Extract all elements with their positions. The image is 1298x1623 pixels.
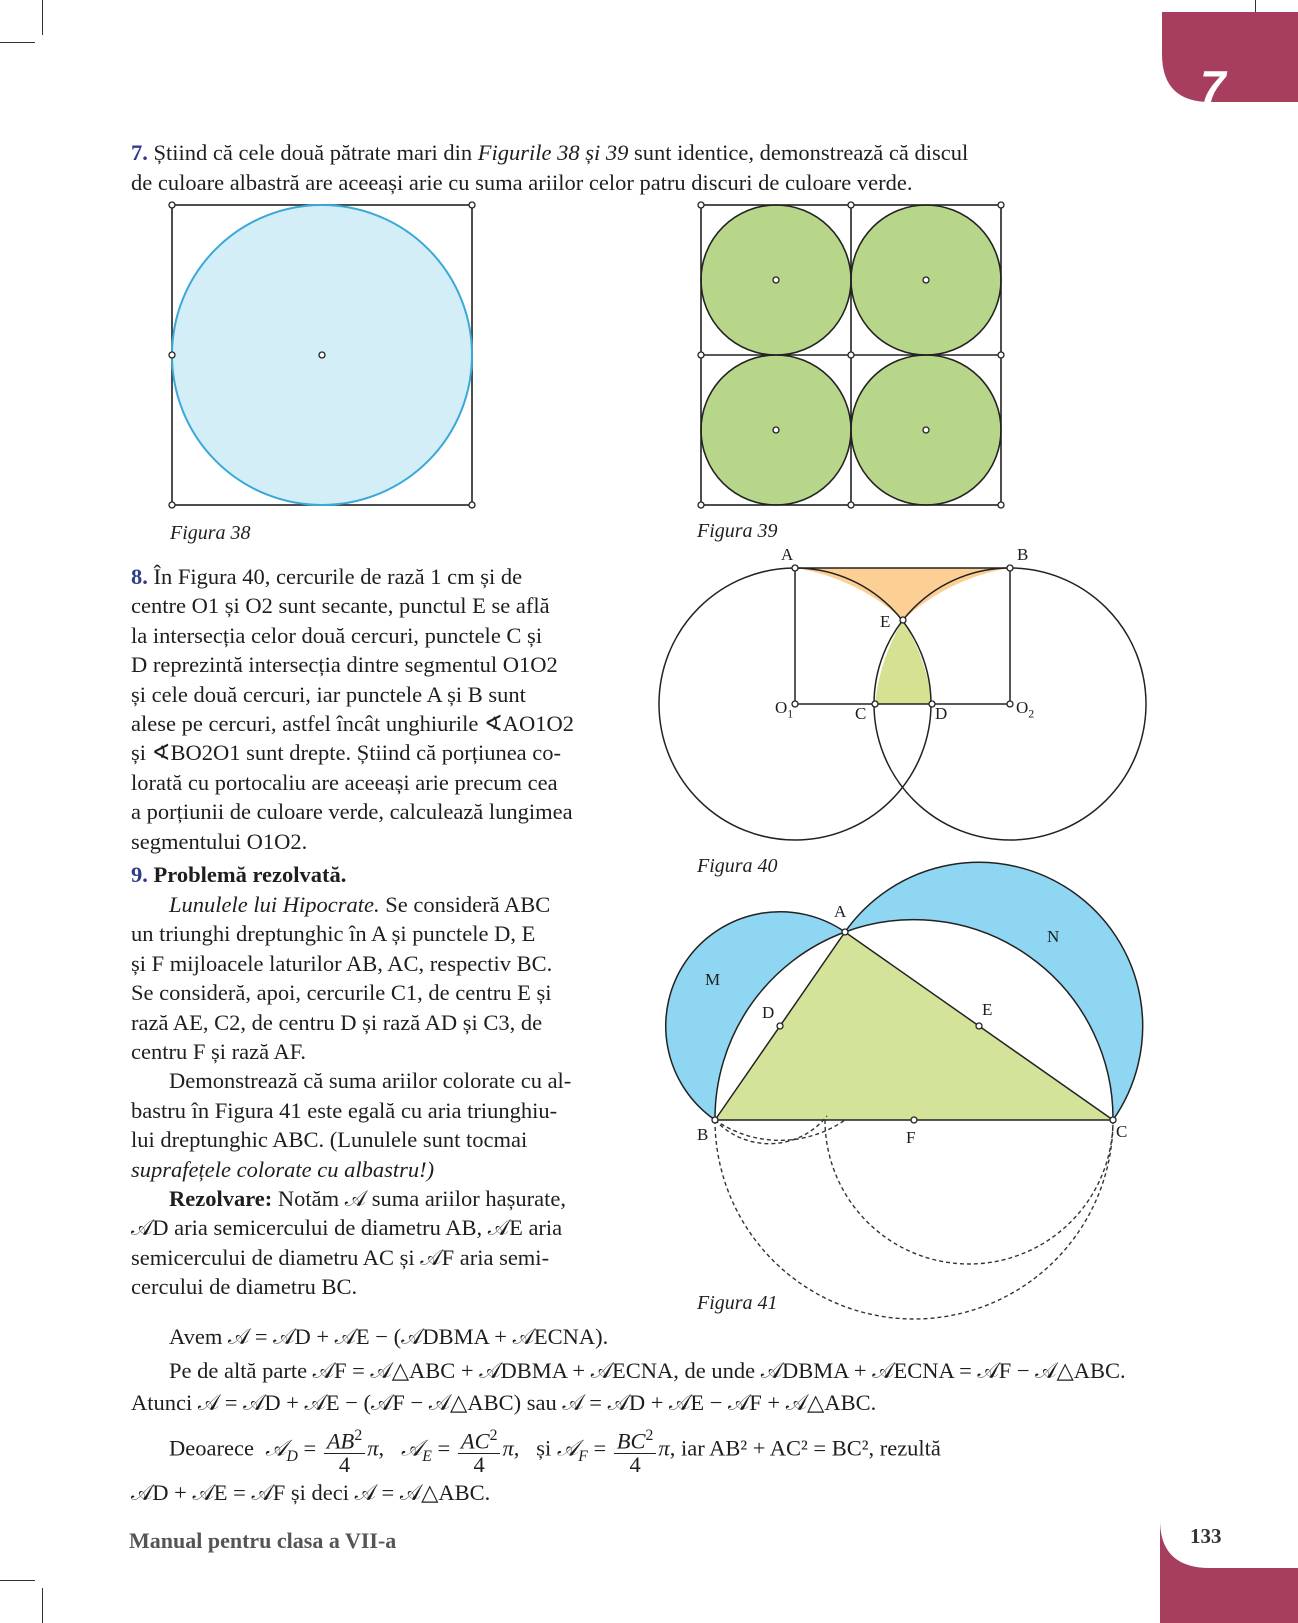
page-number-tab [1160, 1520, 1298, 1623]
fig41-label-n: N [1047, 927, 1060, 946]
fig40-label-b: B [1017, 545, 1029, 564]
fig41-label-f: F [906, 1128, 916, 1147]
figure-40-caption: Figura 40 [697, 855, 778, 877]
fig41-label-b: B [697, 1125, 709, 1144]
problem-9-title: 9. Problemă rezolvată. [131, 862, 347, 887]
equation-1: Avem 𝒜 = 𝒜D + 𝒜E − (𝒜DBMA + 𝒜ECNA). [169, 1324, 609, 1349]
problem-9-statement: Lunulele lui Hipocrate. Se consideră ABC un triunghi dreptunghic în A și punctele D, E și F mijloacele laturilor AB, AC, respectiv BC. Se consideră, apoi, cercurile C1, de centru E și rază AE, C2, de centru D și rază AD și C3, de centru F și rază AF. Demonstrează că suma ariilor colorate cu al- bastru în Figura 41 este egală cu aria triunghiu- lui dreptunghic ABC. (Lunulele sunt tocmai suprafețele colorate cu albastru!) Rezolvare: Notăm 𝒜 suma ariilor hașurate, 𝒜D aria semicercului de diametru AB, 𝒜E aria semicercului de diametru AC și 𝒜F aria semi- cercului de diametru BC. [131, 892, 572, 1300]
fig40-label-d: D [935, 704, 948, 723]
problem-8-text: 8. În Figura 40, cercurile de rază 1 cm și de centre O1 și O2 sunt secante, punctul E se află la intersecția celor două cercuri, punctele C și D reprezintă intersecția dintre segmentul O1O2 și cele două cercuri, iar punctele A și B sunt alese pe cercuri, astfel încât unghiurile ∢AO1O2 și ∢BO2O1 sunt drepte. Știind că porțiunea co- lorată cu portocaliu are aceeași arie precum cea a porțiunii de culoare verde, calculează lungimea segmentului O1O2. [131, 564, 575, 854]
figure-38-caption: Figura 38 [170, 522, 251, 544]
crop-mark [42, 0, 43, 35]
problem-7-line1: 7. Știind că cele două pătrate mari din Figurile 38 și 39 sunt identice, demonstrează că discul [131, 140, 969, 165]
figure-41 [655, 860, 1155, 1325]
crop-mark [0, 1580, 35, 1581]
problem-7-line2: de culoare albastră are aceeași arie cu suma ariilor celor patru discuri de culoare verde. [131, 170, 913, 195]
footer-book-title: Manual pentru clasa a VII-a [129, 1528, 397, 1553]
fig41-label-e: E [982, 1000, 993, 1019]
chapter-number: 7 [1200, 61, 1226, 113]
fig41-label-d: D [762, 1003, 775, 1022]
fig40-label-o2: $O_2$ [1016, 698, 1035, 721]
equation-3: Atunci 𝒜 = 𝒜D + 𝒜E − (𝒜F − 𝒜△ABC) sau 𝒜 = 𝒜D + 𝒜E − 𝒜F + 𝒜△ABC. [131, 1390, 877, 1415]
figure-39-caption: Figura 39 [697, 520, 778, 542]
fig40-label-e: E [880, 612, 891, 631]
fig41-label-c: C [1116, 1122, 1128, 1141]
figure-39 [694, 198, 1008, 512]
fig40-label-c: C [855, 704, 867, 723]
crop-mark [0, 42, 35, 43]
crop-mark [42, 1588, 43, 1623]
figure-41-caption: Figura 41 [697, 1292, 778, 1314]
equation-2: Pe de altă parte 𝒜F = 𝒜△ABC + 𝒜DBMA + 𝒜ECNA, de unde 𝒜DBMA + 𝒜ECNA = 𝒜F − 𝒜△ABC. [169, 1358, 1126, 1383]
problem-number: 8. [131, 564, 148, 589]
fig41-label-m: M [705, 970, 721, 989]
problem-number: 9. [131, 862, 148, 887]
equation-4: Deoarece 𝒜$_D$ = $\frac{AB^2}{4}$ π, 𝒜$_E$ = $\frac{AC^2}{4}$ π, și 𝒜$_F$ = $\frac{BC^2}{4}$ π, iar AB² + AC² = BC², rezultă [169, 1427, 941, 1477]
page-number: 133 [1190, 1524, 1222, 1548]
fig41-label-a: A [834, 902, 847, 921]
figure-38 [165, 198, 479, 512]
fig40-label-a: A [781, 545, 794, 564]
equation-5: 𝒜D + 𝒜E = 𝒜F și deci 𝒜 = 𝒜△ABC. [131, 1480, 491, 1505]
fig40-label-o1: $O_1$ [775, 698, 794, 721]
problem-number: 7. [131, 140, 148, 165]
figure-40 [655, 548, 1155, 848]
